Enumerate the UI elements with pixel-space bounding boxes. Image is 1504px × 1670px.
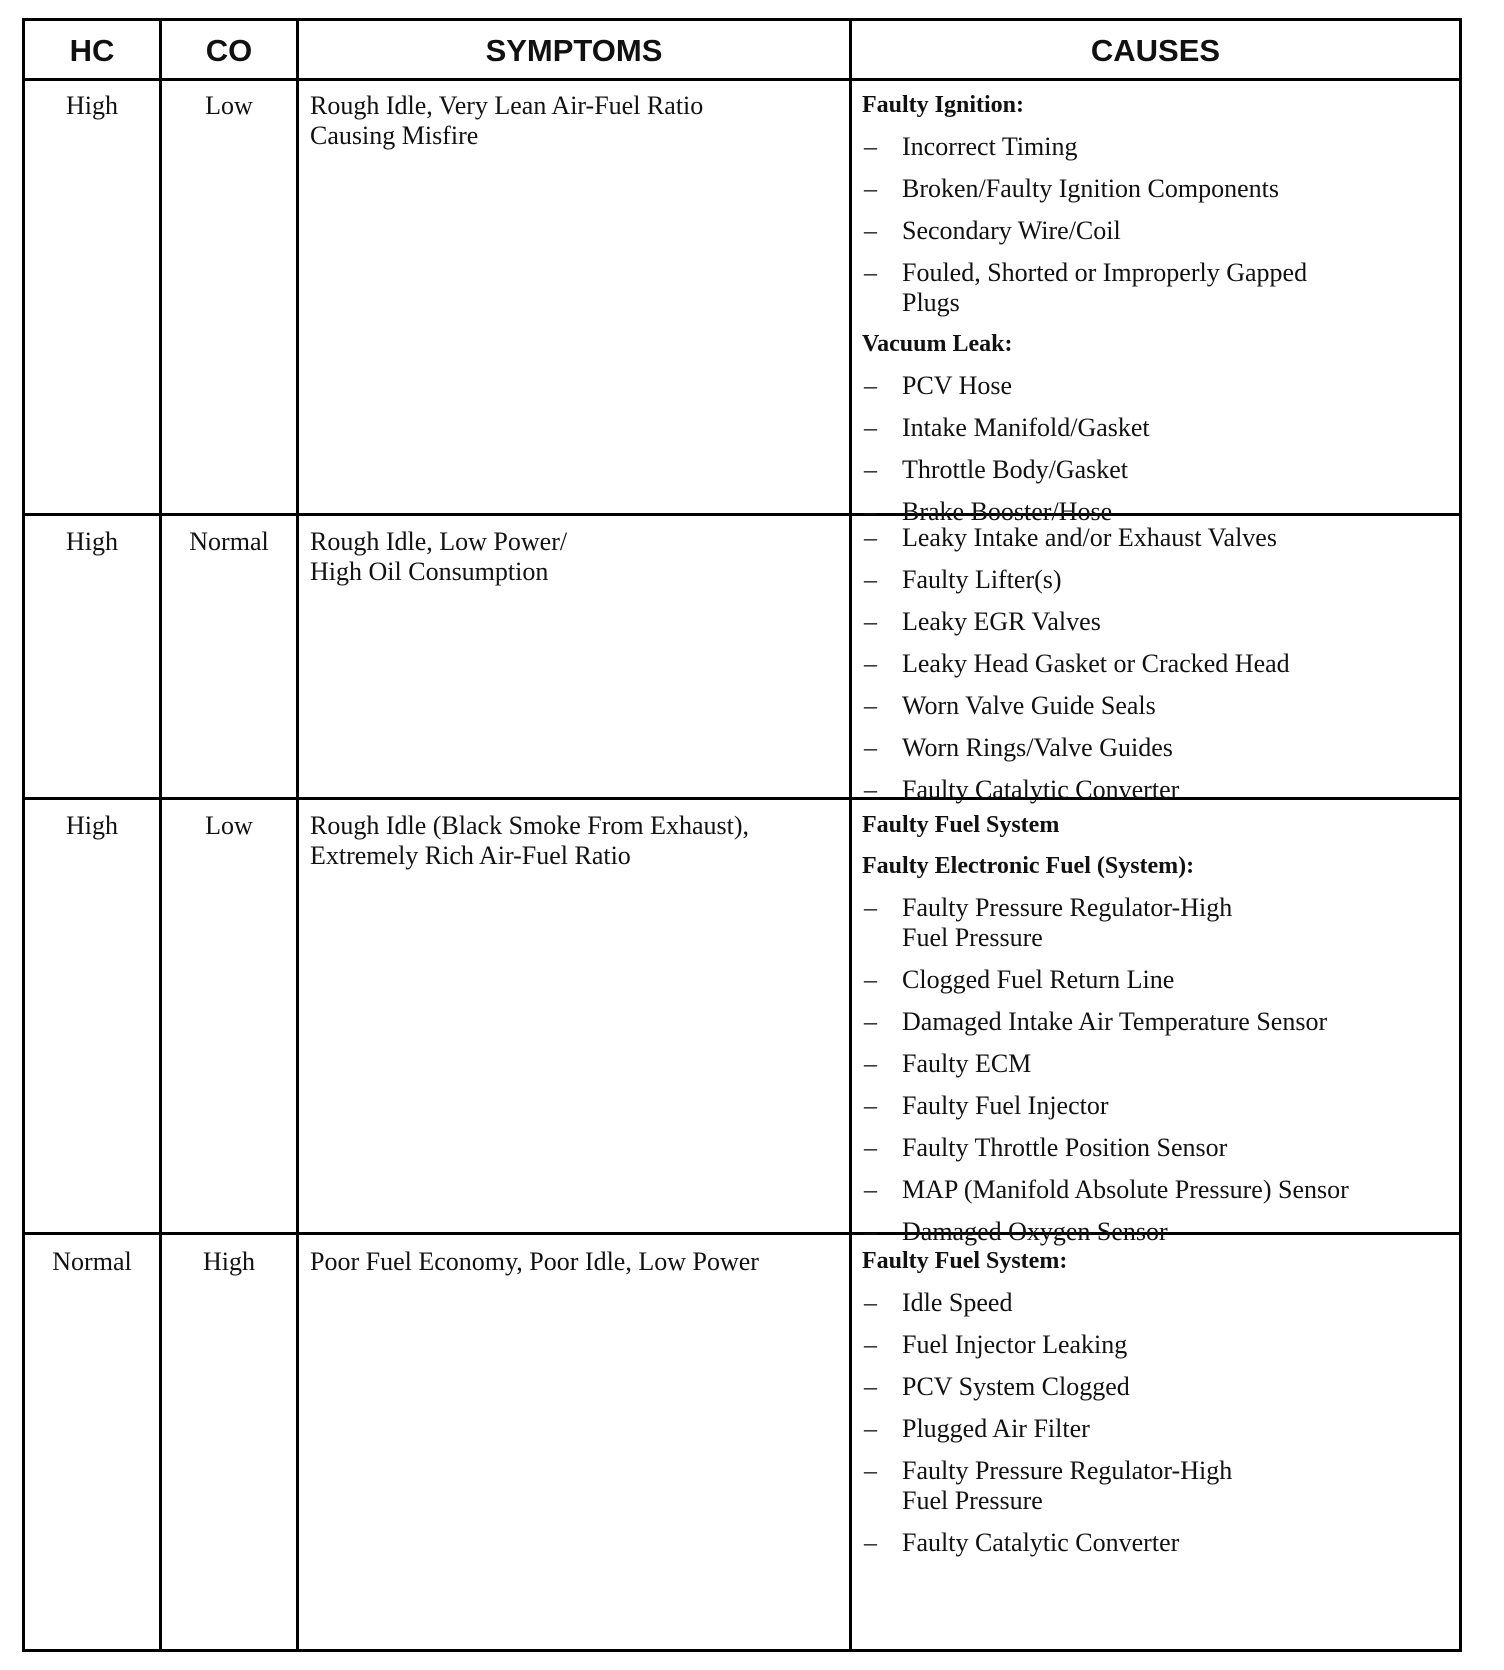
- cause-item: [862, 893, 1452, 953]
- cause-text: Incorrect Timing: [902, 132, 1078, 161]
- symptom-line: Extremely Rich Air-Fuel Ratio: [310, 841, 631, 870]
- dash-bullet: –: [864, 691, 877, 720]
- row4-hc-value: Normal: [52, 1247, 132, 1276]
- cause-text: Leaky Head Gasket or Cracked Head: [902, 649, 1290, 678]
- row1-symptoms: [310, 91, 840, 151]
- cause-item: [862, 965, 1452, 995]
- cause-item: [862, 1528, 1452, 1558]
- dash-bullet: –: [864, 174, 877, 203]
- cause-item: [862, 1091, 1452, 1121]
- symptom-line: Causing Misfire: [310, 121, 479, 150]
- dash-bullet: –: [864, 607, 877, 636]
- cause-text: Fouled, Shorted or Improperly Gapped: [902, 258, 1308, 287]
- dash-bullet: –: [864, 413, 877, 442]
- dash-bullet: –: [864, 1330, 877, 1359]
- dash-bullet: –: [864, 733, 877, 762]
- cause-item: [862, 413, 1452, 443]
- cause-item: [862, 1175, 1452, 1205]
- cause-item: [862, 565, 1452, 595]
- symptom-line: Rough Idle (Black Smoke From Exhaust),: [310, 811, 750, 840]
- dash-bullet: –: [864, 132, 877, 161]
- cause-text: PCV Hose: [902, 371, 1013, 400]
- cause-item: [862, 1414, 1452, 1444]
- dash-bullet: –: [864, 523, 877, 552]
- cause-heading: Faulty Electronic Fuel (System):: [862, 853, 1195, 879]
- cause-item: [862, 1007, 1452, 1037]
- header-hc: HC: [69, 33, 115, 68]
- row2-symptoms: [310, 527, 840, 587]
- cause-text: Worn Rings/Valve Guides: [902, 733, 1173, 762]
- cause-item: [862, 455, 1452, 485]
- dash-bullet: –: [864, 1414, 877, 1443]
- row1-co-value: Low: [205, 91, 253, 120]
- dash-bullet: –: [864, 1456, 877, 1485]
- cause-text: Faulty Pressure Regulator-High: [902, 893, 1233, 922]
- dash-bullet: –: [864, 775, 877, 804]
- dash-bullet: –: [864, 965, 877, 994]
- cause-item: [862, 216, 1452, 246]
- cause-text: Leaky Intake and/or Exhaust Valves: [902, 523, 1277, 552]
- cause-text: Faulty Catalytic Converter: [902, 775, 1180, 804]
- cause-item: [862, 691, 1452, 721]
- dash-bullet: –: [864, 565, 877, 594]
- cause-text: Intake Manifold/Gasket: [902, 413, 1150, 442]
- dash-bullet: –: [864, 497, 877, 526]
- dash-bullet: –: [864, 1372, 877, 1401]
- cause-text: Fuel Pressure: [902, 1486, 1043, 1515]
- cause-text: Fuel Injector Leaking: [902, 1330, 1128, 1359]
- cause-item: [862, 649, 1452, 679]
- row-divider: [25, 78, 1459, 81]
- header-symptoms: SYMPTOMS: [485, 33, 663, 68]
- dash-bullet: –: [864, 1091, 877, 1120]
- header-co: CO: [205, 33, 253, 68]
- row3-co-value: Low: [205, 811, 253, 840]
- column-divider: [849, 21, 852, 1649]
- cause-text: Plugs: [902, 288, 960, 317]
- cause-text: Idle Speed: [902, 1288, 1013, 1317]
- dash-bullet: –: [864, 258, 877, 287]
- cause-text: Plugged Air Filter: [902, 1414, 1090, 1443]
- cause-text: Faulty ECM: [902, 1049, 1032, 1078]
- cause-text: Brake Booster/Hose: [902, 497, 1113, 526]
- cause-text: Faulty Lifter(s): [902, 565, 1062, 594]
- dash-bullet: –: [864, 1007, 877, 1036]
- cause-text: Fuel Pressure: [902, 923, 1043, 952]
- dash-bullet: –: [864, 649, 877, 678]
- cause-item: [862, 607, 1452, 637]
- cause-item: [862, 132, 1452, 162]
- row3-hc-value: High: [66, 811, 118, 840]
- dash-bullet: –: [864, 455, 877, 484]
- cause-text: Broken/Faulty Ignition Components: [902, 174, 1279, 203]
- header-causes: CAUSES: [1090, 33, 1221, 68]
- cause-item: [862, 1372, 1452, 1402]
- cause-item: [862, 775, 1452, 805]
- cause-heading: Faulty Ignition:: [862, 92, 1025, 118]
- cause-item: [862, 1456, 1452, 1516]
- cause-text: Clogged Fuel Return Line: [902, 965, 1175, 994]
- cause-item: [862, 1330, 1452, 1360]
- dash-bullet: –: [864, 1049, 877, 1078]
- dash-bullet: –: [864, 1288, 877, 1317]
- cause-text: Damaged Intake Air Temperature Sensor: [902, 1007, 1328, 1036]
- cause-text: Worn Valve Guide Seals: [902, 691, 1156, 720]
- cause-text: Throttle Body/Gasket: [902, 455, 1129, 484]
- dash-bullet: –: [864, 1528, 877, 1557]
- cause-heading: Faulty Fuel System: [862, 812, 1060, 838]
- dash-bullet: –: [864, 216, 877, 245]
- cause-text: Faulty Pressure Regulator-High: [902, 1456, 1233, 1485]
- row2-co-value: Normal: [189, 527, 269, 556]
- cause-heading: Faulty Fuel System:: [862, 1248, 1068, 1274]
- dash-bullet: –: [864, 893, 877, 922]
- row4-symptoms: [310, 1247, 840, 1277]
- cause-item: [862, 523, 1452, 553]
- row4-co-value: High: [203, 1247, 255, 1276]
- cause-item: [862, 174, 1452, 204]
- cause-text: Secondary Wire/Coil: [902, 216, 1121, 245]
- cause-text: Faulty Catalytic Converter: [902, 1528, 1180, 1557]
- symptom-line: Rough Idle, Very Lean Air-Fuel Ratio: [310, 91, 704, 120]
- cause-item: [862, 371, 1452, 401]
- cause-text: Faulty Fuel Injector: [902, 1091, 1109, 1120]
- symptom-line: High Oil Consumption: [310, 557, 549, 586]
- cause-text: Leaky EGR Valves: [902, 607, 1101, 636]
- row1-hc-value: High: [66, 91, 118, 120]
- cause-item: [862, 1217, 1452, 1247]
- dash-bullet: –: [864, 1217, 877, 1246]
- row4-causes: [862, 1247, 1452, 1570]
- cause-text: Damaged Oxygen Sensor: [902, 1217, 1168, 1246]
- dash-bullet: –: [864, 371, 877, 400]
- symptom-line: Poor Fuel Economy, Poor Idle, Low Power: [310, 1247, 759, 1276]
- cause-item: [862, 258, 1452, 318]
- row3-symptoms: [310, 811, 840, 871]
- column-divider: [296, 21, 299, 1649]
- cause-item: [862, 1288, 1452, 1318]
- dash-bullet: –: [864, 1175, 877, 1204]
- cause-item: [862, 733, 1452, 763]
- dash-bullet: –: [864, 1133, 877, 1162]
- cause-text: MAP (Manifold Absolute Pressure) Sensor: [902, 1175, 1349, 1204]
- cause-text: Faulty Throttle Position Sensor: [902, 1133, 1228, 1162]
- row2-hc-value: High: [66, 527, 118, 556]
- cause-heading: Vacuum Leak:: [862, 331, 1013, 357]
- cause-text: PCV System Clogged: [902, 1372, 1130, 1401]
- cause-item: [862, 1133, 1452, 1163]
- row3-causes: [862, 811, 1452, 1259]
- cause-item: [862, 1049, 1452, 1079]
- row2-causes: [862, 523, 1452, 817]
- symptom-line: Rough Idle, Low Power/: [310, 527, 568, 556]
- diagnosis-table: [22, 18, 1462, 1652]
- row1-causes: [862, 91, 1452, 539]
